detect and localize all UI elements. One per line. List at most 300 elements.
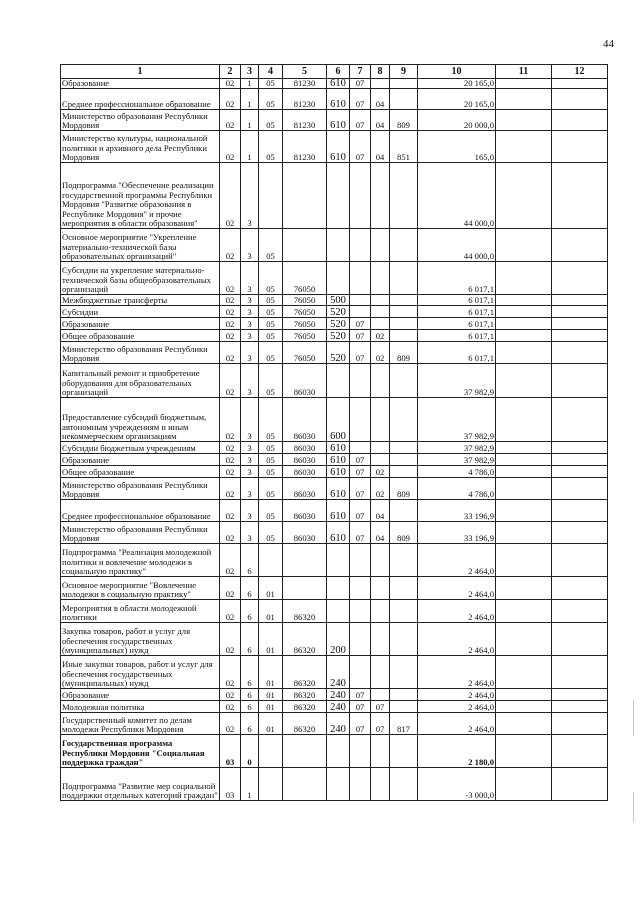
expense-type-code: 240 [327,713,350,735]
table-row [61,110,608,131]
event-code: 05 [259,330,283,342]
empty-cell [552,713,608,735]
subchapter-code [371,398,390,442]
column-header-12: 12 [552,65,608,79]
row-name: Подпрограмма "Развитие мер социальной поддержки отдельных категорий граждан" [61,768,220,801]
row-name: Молодежная политика [61,701,220,713]
direction-code: 86320 [283,656,327,689]
empty-cell [552,454,608,466]
table-row [61,89,608,110]
chapter-code: 07 [350,318,371,330]
chapter-code [350,262,371,295]
empty-cell [496,398,552,442]
row-name: Министерство образования Республики Мордовия [61,342,220,364]
event-code: 05 [259,262,283,295]
empty-cell [552,163,608,229]
subchapter-code: 04 [371,110,390,131]
event-code: 05 [259,442,283,454]
department-code: 817 [390,713,418,735]
table-row [61,466,608,478]
table-row [61,623,608,656]
row-name: Закупка товаров, работ и услуг для обеспечения государственных (муниципальных) нужд [61,623,220,656]
table-row [61,478,608,500]
section-code: 02 [220,262,241,295]
chapter-code: 07 [350,454,371,466]
subprogram-code: 3 [241,330,259,342]
row-name: Предоставление субсидий бюджетным, автономным учреждениям и иным некоммерческим организациям [61,398,220,442]
chapter-code: 07 [350,342,371,364]
expense-type-code [327,364,350,398]
event-code: 05 [259,500,283,522]
amount: 2 464,0 [418,689,496,701]
empty-cell [552,262,608,295]
department-code [390,701,418,713]
event-code [259,544,283,577]
section-code: 02 [220,342,241,364]
event-code: 05 [259,295,283,306]
section-code: 02 [220,454,241,466]
expense-type-code: 610 [327,89,350,110]
event-code: 05 [259,131,283,163]
subprogram-code: 3 [241,522,259,544]
subprogram-code: 1 [241,768,259,801]
empty-cell [496,466,552,478]
chapter-code: 07 [350,478,371,500]
department-code [390,295,418,306]
section-code: 02 [220,398,241,442]
event-code: 05 [259,318,283,330]
section-code: 02 [220,478,241,500]
department-code [390,306,418,318]
expense-type-code: 520 [327,306,350,318]
subchapter-code [371,768,390,801]
amount: 37 982,9 [418,398,496,442]
event-code: 01 [259,656,283,689]
subprogram-code: 3 [241,318,259,330]
amount: 37 982,9 [418,454,496,466]
chapter-code: 07 [350,522,371,544]
table-row [61,689,608,701]
empty-cell [552,131,608,163]
expense-type-code: 500 [327,295,350,306]
empty-cell [496,500,552,522]
chapter-code: 07 [350,110,371,131]
row-name: Министерство образования Республики Мордовия [61,478,220,500]
subprogram-code: 3 [241,163,259,229]
section-code: 02 [220,500,241,522]
direction-code: 86030 [283,398,327,442]
amount: 20 165,0 [418,89,496,110]
expense-type-code [327,577,350,600]
subchapter-code [371,262,390,295]
event-code: 01 [259,701,283,713]
direction-code: 76050 [283,306,327,318]
subchapter-code [371,229,390,262]
expense-type-code: 610 [327,454,350,466]
table-row [61,229,608,262]
empty-cell [496,318,552,330]
column-header-7: 7 [350,65,371,79]
empty-cell [552,89,608,110]
subprogram-code: 1 [241,89,259,110]
event-code: 01 [259,689,283,701]
table-row [61,330,608,342]
event-code: 05 [259,79,283,89]
amount: 2 464,0 [418,656,496,689]
row-name: Межбюджетные трансферты [61,295,220,306]
amount: 20 000,0 [418,110,496,131]
subchapter-code [371,79,390,89]
subprogram-code: 6 [241,656,259,689]
chapter-code: 07 [350,330,371,342]
subprogram-code: 6 [241,544,259,577]
direction-code: 76050 [283,318,327,330]
empty-cell [496,295,552,306]
direction-code [283,163,327,229]
subchapter-code [371,656,390,689]
empty-cell [496,544,552,577]
chapter-code [350,442,371,454]
empty-cell [552,689,608,701]
expense-type-code: 610 [327,478,350,500]
expense-type-code: 610 [327,500,350,522]
direction-code [283,544,327,577]
row-name: Среднее профессиональное образование [61,500,220,522]
chapter-code [350,544,371,577]
row-name: Министерство образования Республики Мордовия [61,110,220,131]
table-row [61,454,608,466]
subprogram-code: 3 [241,442,259,454]
direction-code: 86030 [283,364,327,398]
empty-cell [552,735,608,768]
event-code [259,163,283,229]
amount: 2 464,0 [418,577,496,600]
subchapter-code [371,295,390,306]
subchapter-code: 02 [371,466,390,478]
event-code [259,735,283,768]
amount: 4 786,0 [418,466,496,478]
subprogram-code: 3 [241,478,259,500]
empty-cell [496,768,552,801]
event-code: 01 [259,600,283,623]
department-code [390,442,418,454]
empty-cell [496,735,552,768]
chapter-code [350,600,371,623]
direction-code [283,768,327,801]
department-code [390,318,418,330]
empty-cell [552,306,608,318]
amount: 33 196,9 [418,500,496,522]
department-code [390,229,418,262]
expense-type-code: 200 [327,623,350,656]
direction-code: 86030 [283,522,327,544]
subprogram-code: 1 [241,79,259,89]
subchapter-code [371,544,390,577]
empty-cell [552,544,608,577]
subprogram-code: 6 [241,623,259,656]
row-name: Образование [61,454,220,466]
direction-code: 86030 [283,454,327,466]
amount: 165,0 [418,131,496,163]
direction-code: 86030 [283,500,327,522]
row-name: Министерство культуры, национальной политики и архивного дела Республики Мордовия [61,131,220,163]
empty-cell [552,656,608,689]
table-row [61,544,608,577]
amount: 2 464,0 [418,713,496,735]
empty-cell [496,342,552,364]
empty-cell [552,295,608,306]
column-header-1: 1 [61,65,220,79]
expense-type-code [327,544,350,577]
direction-code: 86320 [283,713,327,735]
row-name: Образование [61,318,220,330]
empty-cell [552,398,608,442]
empty-cell [552,600,608,623]
row-name: Государственный комитет по делам молодежи Республики Мордовия [61,713,220,735]
empty-cell [496,454,552,466]
subprogram-code: 3 [241,364,259,398]
chapter-code: 07 [350,466,371,478]
empty-cell [552,79,608,89]
department-code [390,89,418,110]
header-row [61,65,608,79]
event-code: 05 [259,454,283,466]
direction-code: 86320 [283,689,327,701]
row-name: Субсидии [61,306,220,318]
section-code: 02 [220,522,241,544]
section-code: 02 [220,89,241,110]
section-code: 02 [220,577,241,600]
table-row [61,306,608,318]
table-row [61,364,608,398]
event-code [259,768,283,801]
subprogram-code: 3 [241,466,259,478]
empty-cell [496,131,552,163]
subprogram-code: 1 [241,110,259,131]
direction-code: 86030 [283,478,327,500]
table-row [61,656,608,689]
amount: -3 000,0 [418,768,496,801]
table-row [61,713,608,735]
expense-type-code [327,229,350,262]
event-code: 01 [259,713,283,735]
event-code: 05 [259,398,283,442]
section-code: 03 [220,735,241,768]
expense-type-code: 520 [327,342,350,364]
department-code [390,262,418,295]
amount: 2 464,0 [418,600,496,623]
section-code: 02 [220,330,241,342]
direction-code: 76050 [283,295,327,306]
event-code: 05 [259,478,283,500]
department-code [390,623,418,656]
chapter-code [350,768,371,801]
empty-cell [496,701,552,713]
department-code [390,163,418,229]
section-code: 02 [220,229,241,262]
empty-cell [552,577,608,600]
department-code [390,544,418,577]
direction-code [283,735,327,768]
amount: 37 982,9 [418,364,496,398]
chapter-code [350,398,371,442]
section-code: 02 [220,713,241,735]
chapter-code [350,623,371,656]
row-name: Подпрограмма "Обеспечение реализации государственной программы Республики Мордовия "Развитие образования в Республике Мордовия" и прочие мероприятия в области образования" [61,163,220,229]
amount: 2 464,0 [418,544,496,577]
department-code [390,500,418,522]
table-row [61,398,608,442]
empty-cell [496,522,552,544]
budget-table [60,64,608,801]
amount: 33 196,9 [418,522,496,544]
amount: 6 017,1 [418,342,496,364]
table-row [61,342,608,364]
empty-cell [552,110,608,131]
department-code: 809 [390,522,418,544]
chapter-code [350,735,371,768]
chapter-code [350,306,371,318]
subchapter-code [371,442,390,454]
section-code: 02 [220,318,241,330]
column-header-4: 4 [259,65,283,79]
direction-code: 86320 [283,600,327,623]
row-name: Капитальный ремонт и приобретение оборудования для образовательных организаций [61,364,220,398]
empty-cell [552,500,608,522]
row-name: Среднее профессиональное образование [61,89,220,110]
empty-cell [552,330,608,342]
department-code [390,454,418,466]
amount: 37 982,9 [418,442,496,454]
expense-type-code: 240 [327,656,350,689]
subchapter-code [371,306,390,318]
chapter-code [350,163,371,229]
department-code [390,364,418,398]
subchapter-code: 02 [371,478,390,500]
section-code: 02 [220,689,241,701]
department-code [390,735,418,768]
event-code: 05 [259,229,283,262]
section-code: 02 [220,79,241,89]
empty-cell [552,768,608,801]
section-code: 02 [220,623,241,656]
row-name: Субсидии на укрепление материально-технической базы общеобразовательных организаций [61,262,220,295]
section-code: 02 [220,364,241,398]
department-code [390,398,418,442]
chapter-code: 07 [350,701,371,713]
amount: 2 180,0 [418,735,496,768]
section-code: 02 [220,600,241,623]
subprogram-code: 6 [241,577,259,600]
direction-code: 86030 [283,442,327,454]
section-code: 02 [220,701,241,713]
direction-code [283,577,327,600]
scan-edge-mark [633,792,634,822]
amount: 44 000,0 [418,163,496,229]
column-header-9: 9 [390,65,418,79]
amount: 6 017,1 [418,262,496,295]
direction-code: 81230 [283,131,327,163]
table-row [61,442,608,454]
subchapter-code [371,318,390,330]
empty-cell [552,466,608,478]
chapter-code [350,656,371,689]
column-header-2: 2 [220,65,241,79]
chapter-code: 07 [350,500,371,522]
expense-type-code: 610 [327,466,350,478]
chapter-code [350,295,371,306]
chapter-code: 07 [350,89,371,110]
table-row [61,500,608,522]
department-code [390,600,418,623]
subprogram-code: 3 [241,342,259,364]
department-code [390,577,418,600]
subchapter-code: 02 [371,342,390,364]
subprogram-code: 3 [241,229,259,262]
subprogram-code: 3 [241,262,259,295]
row-name: Министерство образования Республики Мордовия [61,522,220,544]
subchapter-code [371,577,390,600]
expense-type-code: 610 [327,442,350,454]
column-header-10: 10 [418,65,496,79]
event-code: 05 [259,342,283,364]
row-name: Общее образование [61,466,220,478]
empty-cell [496,163,552,229]
row-name: Мероприятия в области молодежной политики [61,600,220,623]
department-code: 809 [390,342,418,364]
amount: 2 464,0 [418,623,496,656]
empty-cell [496,89,552,110]
expense-type-code [327,768,350,801]
expense-type-code: 240 [327,701,350,713]
empty-cell [552,623,608,656]
column-header-11: 11 [496,65,552,79]
department-code [390,466,418,478]
table-row [61,735,608,768]
event-code: 05 [259,466,283,478]
expense-type-code: 610 [327,522,350,544]
empty-cell [496,577,552,600]
subchapter-code: 04 [371,89,390,110]
empty-cell [496,364,552,398]
empty-cell [496,656,552,689]
section-code: 02 [220,466,241,478]
direction-code: 81230 [283,79,327,89]
subchapter-code: 04 [371,131,390,163]
amount: 6 017,1 [418,330,496,342]
amount: 6 017,1 [418,318,496,330]
subprogram-code: 0 [241,735,259,768]
subchapter-code [371,454,390,466]
subprogram-code: 6 [241,701,259,713]
expense-type-code [327,262,350,295]
column-header-8: 8 [371,65,390,79]
page-number: 44 [603,38,614,50]
table-row [61,163,608,229]
subprogram-code: 6 [241,689,259,701]
section-code: 02 [220,544,241,577]
department-code [390,79,418,89]
department-code [390,330,418,342]
subchapter-code: 04 [371,500,390,522]
subchapter-code [371,163,390,229]
empty-cell [496,442,552,454]
chapter-code: 07 [350,131,371,163]
row-name: Общее образование [61,330,220,342]
direction-code: 81230 [283,110,327,131]
empty-cell [552,318,608,330]
row-name: Основное мероприятие "Вовлечение молодежи в социальную практику" [61,577,220,600]
